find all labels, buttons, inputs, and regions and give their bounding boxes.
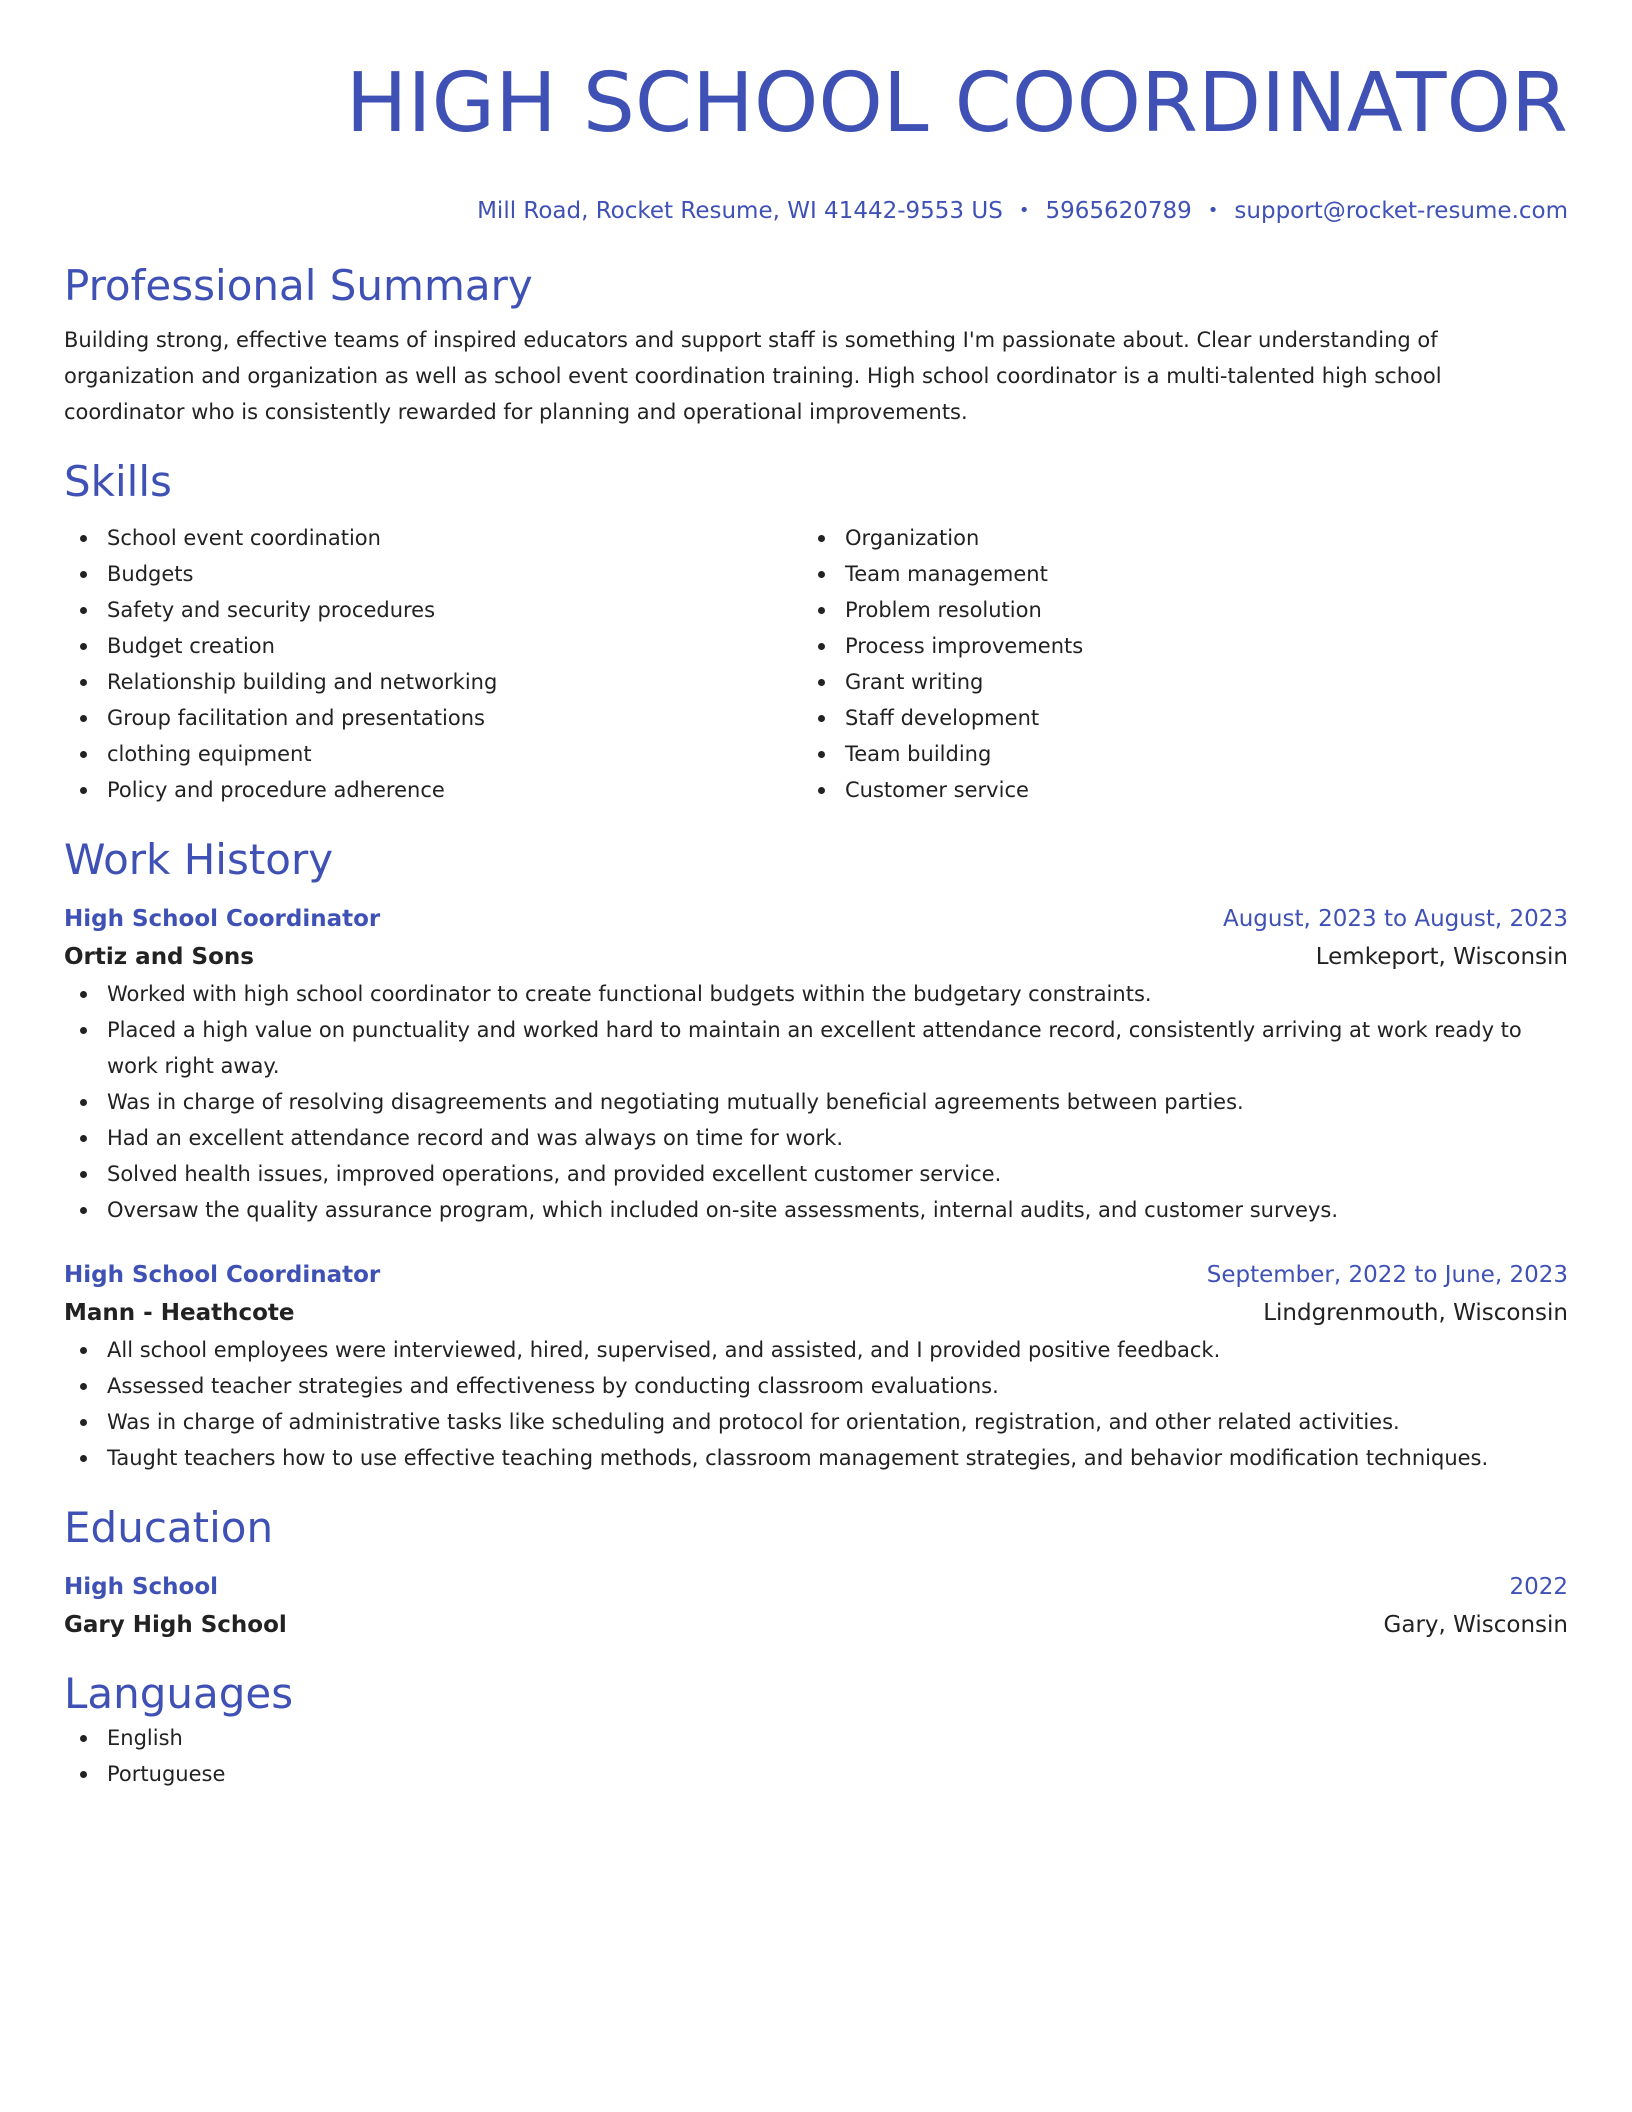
skill-item: Staff development <box>802 700 1540 736</box>
skills-grid <box>64 520 1568 808</box>
languages-heading: Languages <box>64 1669 294 1718</box>
job-bullet: Taught teachers how to use effective teaching methods, classroom management strategies, and behavior modification techniques. <box>64 1440 1568 1476</box>
contact-separator: • <box>1018 200 1030 221</box>
language-item: Portuguese <box>64 1756 1568 1792</box>
job-bullets <box>64 976 1568 1228</box>
job-bullet: Worked with high school coordinator to create functional budgets within the budgetary constraints. <box>64 976 1568 1012</box>
summary-text: Building strong, effective teams of inspired educators and support staff is something I'm passionate about. Clear understanding of organization and organization as well as school event coordination training. High school coordinator is a multi-talented high school coordinator who is consistently rewarded for planning and operational improvements. <box>64 328 1442 424</box>
job-company: Mann - Heathcote <box>64 1300 295 1326</box>
skill-item: Problem resolution <box>802 592 1540 628</box>
job-bullet: Was in charge of administrative tasks like scheduling and protocol for orientation, registration, and other related activities. <box>64 1404 1568 1440</box>
contact-address: Mill Road, Rocket Resume, WI 41442-9553 US <box>477 198 1003 224</box>
summary-heading: Professional Summary <box>64 261 533 310</box>
skill-item: Budget creation <box>64 628 802 664</box>
skill-item: Grant writing <box>802 664 1540 700</box>
skill-item: clothing equipment <box>64 736 802 772</box>
education-degree-row <box>64 1568 1568 1606</box>
job-entry <box>64 900 1568 1228</box>
education-school: Gary High School <box>64 1612 287 1638</box>
education-entry <box>64 1568 1568 1644</box>
job-dates: August, 2023 to August, 2023 <box>1223 906 1568 932</box>
skills-list-right <box>802 520 1540 808</box>
education-year: 2022 <box>1509 1574 1568 1600</box>
contact-line <box>64 196 1568 226</box>
skills-heading: Skills <box>64 457 172 506</box>
job-company-row <box>64 938 1568 976</box>
languages-list <box>64 1720 1568 1792</box>
job-location: Lemkeport, Wisconsin <box>1315 944 1568 970</box>
education-heading: Education <box>64 1503 274 1552</box>
contact-email[interactable]: support@rocket-resume.com <box>1234 198 1568 224</box>
skill-item: Team building <box>802 736 1540 772</box>
skills-list-left <box>64 520 802 808</box>
job-bullet: Assessed teacher strategies and effectiveness by conducting classroom evaluations. <box>64 1368 1568 1404</box>
skill-item: Customer service <box>802 772 1540 808</box>
job-bullets <box>64 1332 1568 1476</box>
job-company: Ortiz and Sons <box>64 944 254 970</box>
skill-item: Budgets <box>64 556 802 592</box>
skill-item: Organization <box>802 520 1540 556</box>
job-bullet: All school employees were interviewed, hired, supervised, and assisted, and I provided positive feedback. <box>64 1332 1568 1368</box>
job-company-row <box>64 1294 1568 1332</box>
job-bullet: Had an excellent attendance record and was always on time for work. <box>64 1120 1568 1156</box>
job-location: Lindgrenmouth, Wisconsin <box>1263 1300 1568 1326</box>
job-bullet: Oversaw the quality assurance program, which included on-site assessments, internal audits, and customer surveys. <box>64 1192 1568 1228</box>
skill-item: Safety and security procedures <box>64 592 802 628</box>
job-bullet: Was in charge of resolving disagreements and negotiating mutually beneficial agreements between parties. <box>64 1084 1568 1120</box>
job-bullet: Placed a high value on punctuality and worked hard to maintain an excellent attendance record, consistently arriving at work ready to work right away. <box>64 1012 1568 1084</box>
job-header-row <box>64 1256 1568 1294</box>
skill-item: Team management <box>802 556 1540 592</box>
skill-item: Policy and procedure adherence <box>64 772 802 808</box>
skill-item: School event coordination <box>64 520 802 556</box>
job-title: High School Coordinator <box>64 1262 381 1288</box>
skill-item: Relationship building and networking <box>64 664 802 700</box>
job-entry <box>64 1256 1568 1476</box>
skill-item: Group facilitation and presentations <box>64 700 802 736</box>
education-location: Gary, Wisconsin <box>1383 1612 1568 1638</box>
skill-item: Process improvements <box>802 628 1540 664</box>
job-dates: September, 2022 to June, 2023 <box>1206 1262 1568 1288</box>
education-degree: High School <box>64 1574 219 1600</box>
work-history-heading: Work History <box>64 835 334 884</box>
job-bullet: Solved health issues, improved operations, and provided excellent customer service. <box>64 1156 1568 1192</box>
education-school-row <box>64 1606 1568 1644</box>
candidate-name: HIGH SCHOOL COORDINATOR <box>345 56 1568 151</box>
contact-phone: 5965620789 <box>1045 198 1192 224</box>
job-title: High School Coordinator <box>64 906 381 932</box>
job-header-row <box>64 900 1568 938</box>
language-item: English <box>64 1720 1568 1756</box>
contact-separator: • <box>1207 200 1219 221</box>
